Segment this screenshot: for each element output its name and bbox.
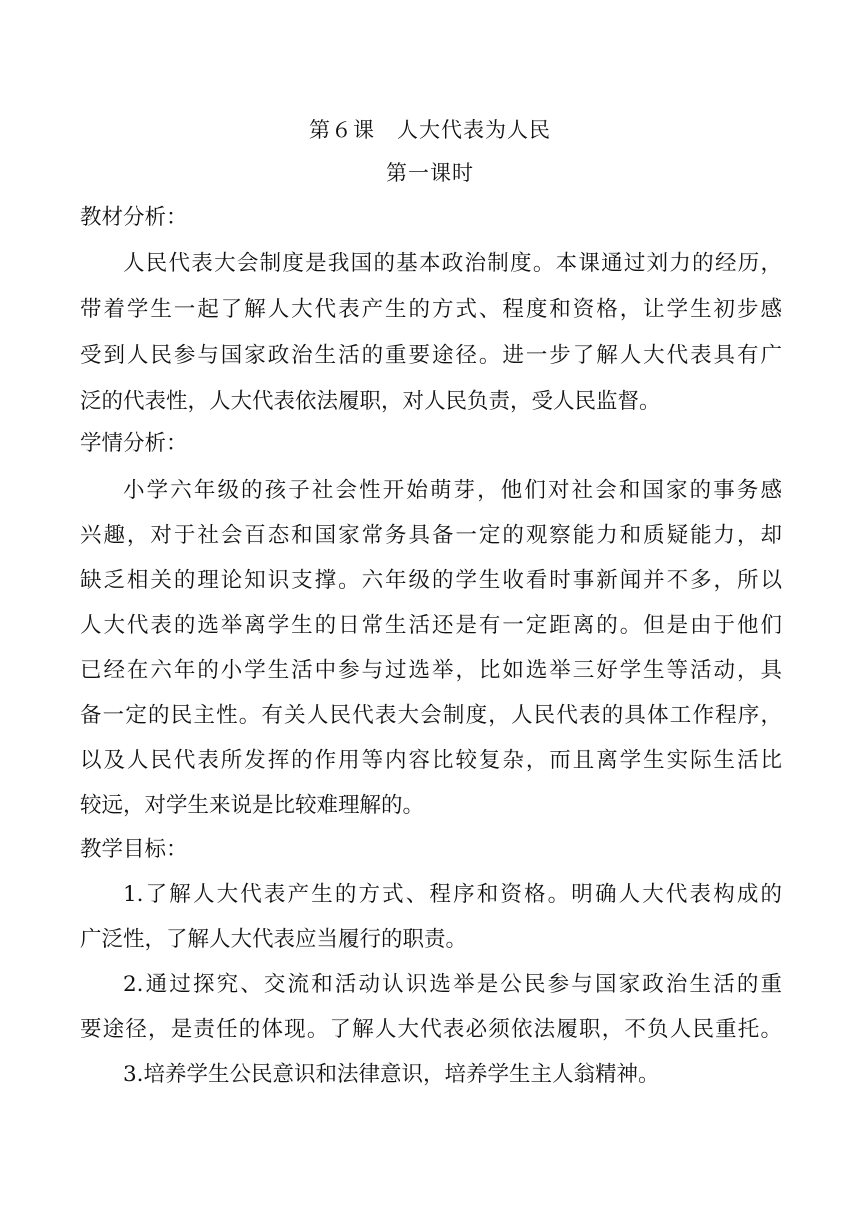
lesson-subtitle: 第一课时	[386, 161, 474, 185]
section-heading-textbook-analysis: 教材分析：	[80, 205, 188, 230]
paragraph-line: 人大代表的选举离学生的日常生活还是有一定距离的。但是由于他们	[80, 613, 782, 638]
goal-line: 2.通过探究、交流和活动认识选举是公民参与国家政治生活的重	[123, 972, 782, 997]
paragraph-line: 泛的代表性，人大代表依法履职，对人民负责，受人民监督。	[80, 389, 661, 414]
paragraph-line: 备一定的民主性。有关人民代表大会制度，人民代表的具体工作程序，	[80, 703, 782, 728]
paragraph-line: 人民代表大会制度是我国的基本政治制度。本课通过刘力的经历，	[123, 251, 782, 276]
paragraph-line: 兴趣，对于社会百态和国家常务具备一定的观察能力和质疑能力，却	[80, 523, 782, 548]
paragraph-line: 带着学生一起了解人大代表产生的方式、程度和资格，让学生初步感	[80, 297, 782, 322]
goal-line: 要途径，是责任的体现。了解人大代表必须依法履职，不负人民重托。	[80, 1017, 782, 1042]
paragraph-line: 缺乏相关的理论知识支撑。六年级的学生收看时事新闻并不多，所以	[80, 568, 782, 593]
goal-line: 1.了解人大代表产生的方式、程序和资格。明确人大代表构成的	[123, 882, 782, 907]
lesson-title: 第６课 人大代表为人民	[309, 118, 551, 142]
paragraph-line: 已经在六年的小学生活中参与过选举，比如选举三好学生等活动，具	[80, 658, 782, 683]
paragraph-line: 较远，对学生来说是比较难理解的。	[80, 793, 425, 818]
goal-line: 3.培养学生公民意识和法律意识，培养学生主人翁精神。	[123, 1062, 660, 1087]
goal-line: 广泛性，了解人大代表应当履行的职责。	[80, 927, 468, 952]
section-heading-teaching-goals: 教学目标：	[80, 837, 188, 862]
paragraph-line: 以及人民代表所发挥的作用等内容比较复杂，而且离学生实际生活比	[80, 748, 782, 773]
paragraph-line: 受到人民参与国家政治生活的重要途径。进一步了解人大代表具有广	[80, 343, 782, 368]
section-heading-student-analysis: 学情分析：	[80, 431, 188, 456]
paragraph-line: 小学六年级的孩子社会性开始萌芽，他们对社会和国家的事务感	[123, 478, 782, 503]
